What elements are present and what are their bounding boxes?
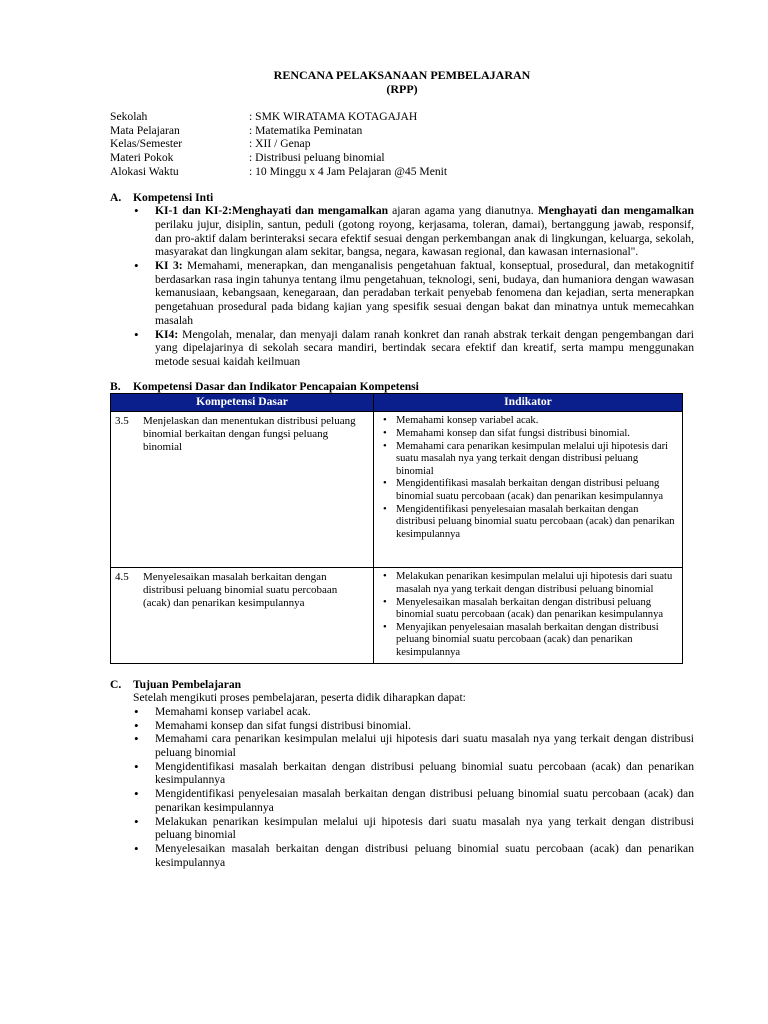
indikator-cell — [374, 568, 683, 663]
info-row-sekolah — [110, 110, 694, 124]
list-item: • Memahami konsep variabel acak. — [396, 415, 678, 428]
ki3-text: Memahami, menerapkan, dan menganalisis pengetahuan faktual, konseptual, prosedural, dan metakognitif berdasarkan rasa ingin tahunya tentang ilmu pengetahuan, teknologi, seni, budaya, dan humaniora dengan wawasan kemanusiaan, kebangsaan, kenegaraan, dan peradaban terkait penyebab fenomena dan kejadian, serta menerapkan pengetahuan prosedural pada bidang kajian yang spesifik sesuai dengan bakat dan minatnya untuk memecahkan masalah — [155, 259, 695, 327]
info-value: : 10 Minggu x 4 Jam Pelajaran @45 Menit — [249, 164, 448, 178]
column-header-indikator: Indikator — [374, 394, 683, 412]
ki3-bold-lead: KI 3: — [155, 259, 183, 273]
list-item: • Melakukan penarikan kesimpulan melalui uji hipotesis dari suatu masalah nya yang terkait dengan distribusi peluang binomial — [396, 571, 678, 596]
kompetensi-inti-list — [110, 204, 694, 368]
list-item-ki1 — [155, 204, 694, 259]
info-row-materi-pokok — [110, 151, 694, 165]
list-item: • Memahami konsep dan sifat fungsi distribusi binomial. — [396, 428, 678, 441]
tujuan-intro: Setelah mengikuti proses pembelajaran, peserta didik diharapkan dapat: — [133, 691, 466, 705]
list-item: • Memahami konsep dan sifat fungsi distribusi binomial. — [155, 719, 694, 733]
title-line-1: RENCANA PELAKSANAAN PEMBELAJARAN — [273, 68, 531, 82]
column-header-kompetensi-dasar: Kompetensi Dasar — [111, 394, 374, 412]
info-label: Alokasi Waktu — [110, 164, 179, 178]
list-item: • Mengidentifikasi masalah berkaitan dengan distribusi peluang binomial suatu percobaan (acak) dan penarikan kesimpulannya — [396, 478, 678, 503]
ki1-bold-mid: Menghayati dan mengamalkan — [537, 204, 694, 218]
list-item-ki4 — [155, 328, 694, 369]
indikator-list — [378, 415, 678, 541]
document-title — [110, 68, 694, 96]
info-label: Sekolah — [110, 110, 148, 123]
info-label: Mata Pelajaran — [110, 123, 180, 137]
section-letter: B. — [110, 379, 121, 393]
list-item: • Melakukan penarikan kesimpulan melalui uji hipotesis dari suatu masalah nya yang terkait dengan distribusi peluang binomial — [155, 815, 694, 842]
document-page — [110, 68, 694, 869]
info-value: : SMK WIRATAMA KOTAGAJAH — [249, 110, 418, 123]
list-item: • Mengidentifikasi masalah berkaitan dengan distribusi peluang binomial suatu percobaan (acak) dan penarikan kesimpulannya — [155, 760, 694, 787]
section-title: Kompetensi Dasar dan Indikator Pencapaian Kompetensi — [133, 379, 419, 393]
kompetensi-table — [110, 393, 683, 663]
section-c-heading — [110, 678, 694, 692]
info-row-kelas-semester — [110, 137, 694, 151]
kd-cell — [111, 412, 374, 568]
section-title: Tujuan Pembelajaran — [133, 677, 242, 691]
info-value: : XII / Genap — [249, 137, 311, 151]
ki4-text: Mengolah, menalar, dan menyaji dalam ranah konkret dan ranah abstrak terkait dengan pengembangan dari yang dipelajarinya di sekolah secara mandiri, bertindak secara efektif dan kreatif, serta mampu menggunakan metode sesuai kaidah keilmuan — [155, 327, 694, 368]
table-row — [111, 412, 683, 568]
info-row-alokasi-waktu — [110, 165, 694, 179]
info-value: : Matematika Peminatan — [249, 123, 363, 137]
indikator-cell — [374, 412, 683, 568]
ki4-bold-lead: KI4: — [155, 327, 179, 341]
list-item: • Memahami konsep variabel acak. — [155, 705, 694, 719]
tujuan-list — [110, 705, 694, 869]
title-line-2: (RPP) — [386, 82, 418, 96]
list-item: • Menyajikan penyelesaian masalah berkaitan dengan distribusi peluang binomial suatu percobaan (acak) dan penarikan kesimpulannya — [396, 622, 678, 660]
info-label: Materi Pokok — [110, 151, 174, 165]
section-a-heading — [110, 191, 694, 205]
info-row-mata-pelajaran — [110, 124, 694, 138]
list-item: • Memahami cara penarikan kesimpulan melalui uji hipotesis dari suatu masalah nya yang terkait dengan distribusi peluang binomial — [396, 441, 678, 479]
list-item: • Mengidentifikasi penyelesaian masalah berkaitan dengan distribusi peluang binomial suatu percobaan (acak) dan penarikan kesimpulannya — [155, 787, 694, 814]
kd-text: Menjelaskan dan menentukan distribusi peluang binomial berkaitan dengan fungsi peluang binomial — [143, 415, 356, 454]
kd-cell — [111, 568, 374, 663]
indikator-list — [378, 571, 678, 659]
ki1-text-rest: perilaku jujur, disiplin, santun, peduli (gotong royong, kerjasama, toleran, damai), bertanggung jawab, responsif, dan pro-aktif dalam berinteraksi secara efektif sesuai dengan perkembangan anak di lingkungan, keluarga, sekolah, masyarakat dan lingkungan alam sekitar, bangsa, negara, kawasan regional, dan kawasan internasional". — [155, 217, 694, 259]
kd-text: Menyelesaikan masalah berkaitan dengan distribusi peluang binomial suatu percobaan (acak) dan penarikan kesimpulannya — [143, 571, 338, 610]
list-item: • Menyelesaikan masalah berkaitan dengan distribusi peluang binomial suatu percobaan (acak) dan penarikan kesimpulannya — [155, 842, 694, 869]
section-letter: C. — [110, 677, 122, 691]
section-letter: A. — [110, 190, 122, 204]
info-label: Kelas/Semester — [110, 137, 183, 151]
section-b-heading — [110, 380, 694, 394]
list-item: • Memahami cara penarikan kesimpulan melalui uji hipotesis dari suatu masalah nya yang terkait dengan distribusi peluang binomial — [155, 732, 694, 759]
info-value: : Distribusi peluang binomial — [249, 151, 385, 165]
kd-code: 3.5 — [115, 415, 129, 428]
list-item: • Mengidentifikasi penyelesaian masalah berkaitan dengan distribusi peluang binomial suatu percobaan (acak) dan penarikan kesimpulannya — [396, 504, 678, 542]
table-row — [111, 568, 683, 663]
section-title: Kompetensi Inti — [133, 190, 214, 204]
identity-block — [110, 110, 694, 179]
ki1-text: ajaran agama yang dianutnya. — [388, 204, 538, 218]
kd-code: 4.5 — [115, 571, 129, 584]
ki1-bold-lead: KI-1 dan KI-2:Menghayati dan mengamalkan — [155, 204, 389, 218]
table-header-row — [111, 394, 683, 412]
list-item: • Menyelesaikan masalah berkaitan dengan distribusi peluang binomial suatu percobaan (acak) dan penarikan kesimpulannya — [396, 597, 678, 622]
list-item-ki3 — [155, 259, 694, 328]
